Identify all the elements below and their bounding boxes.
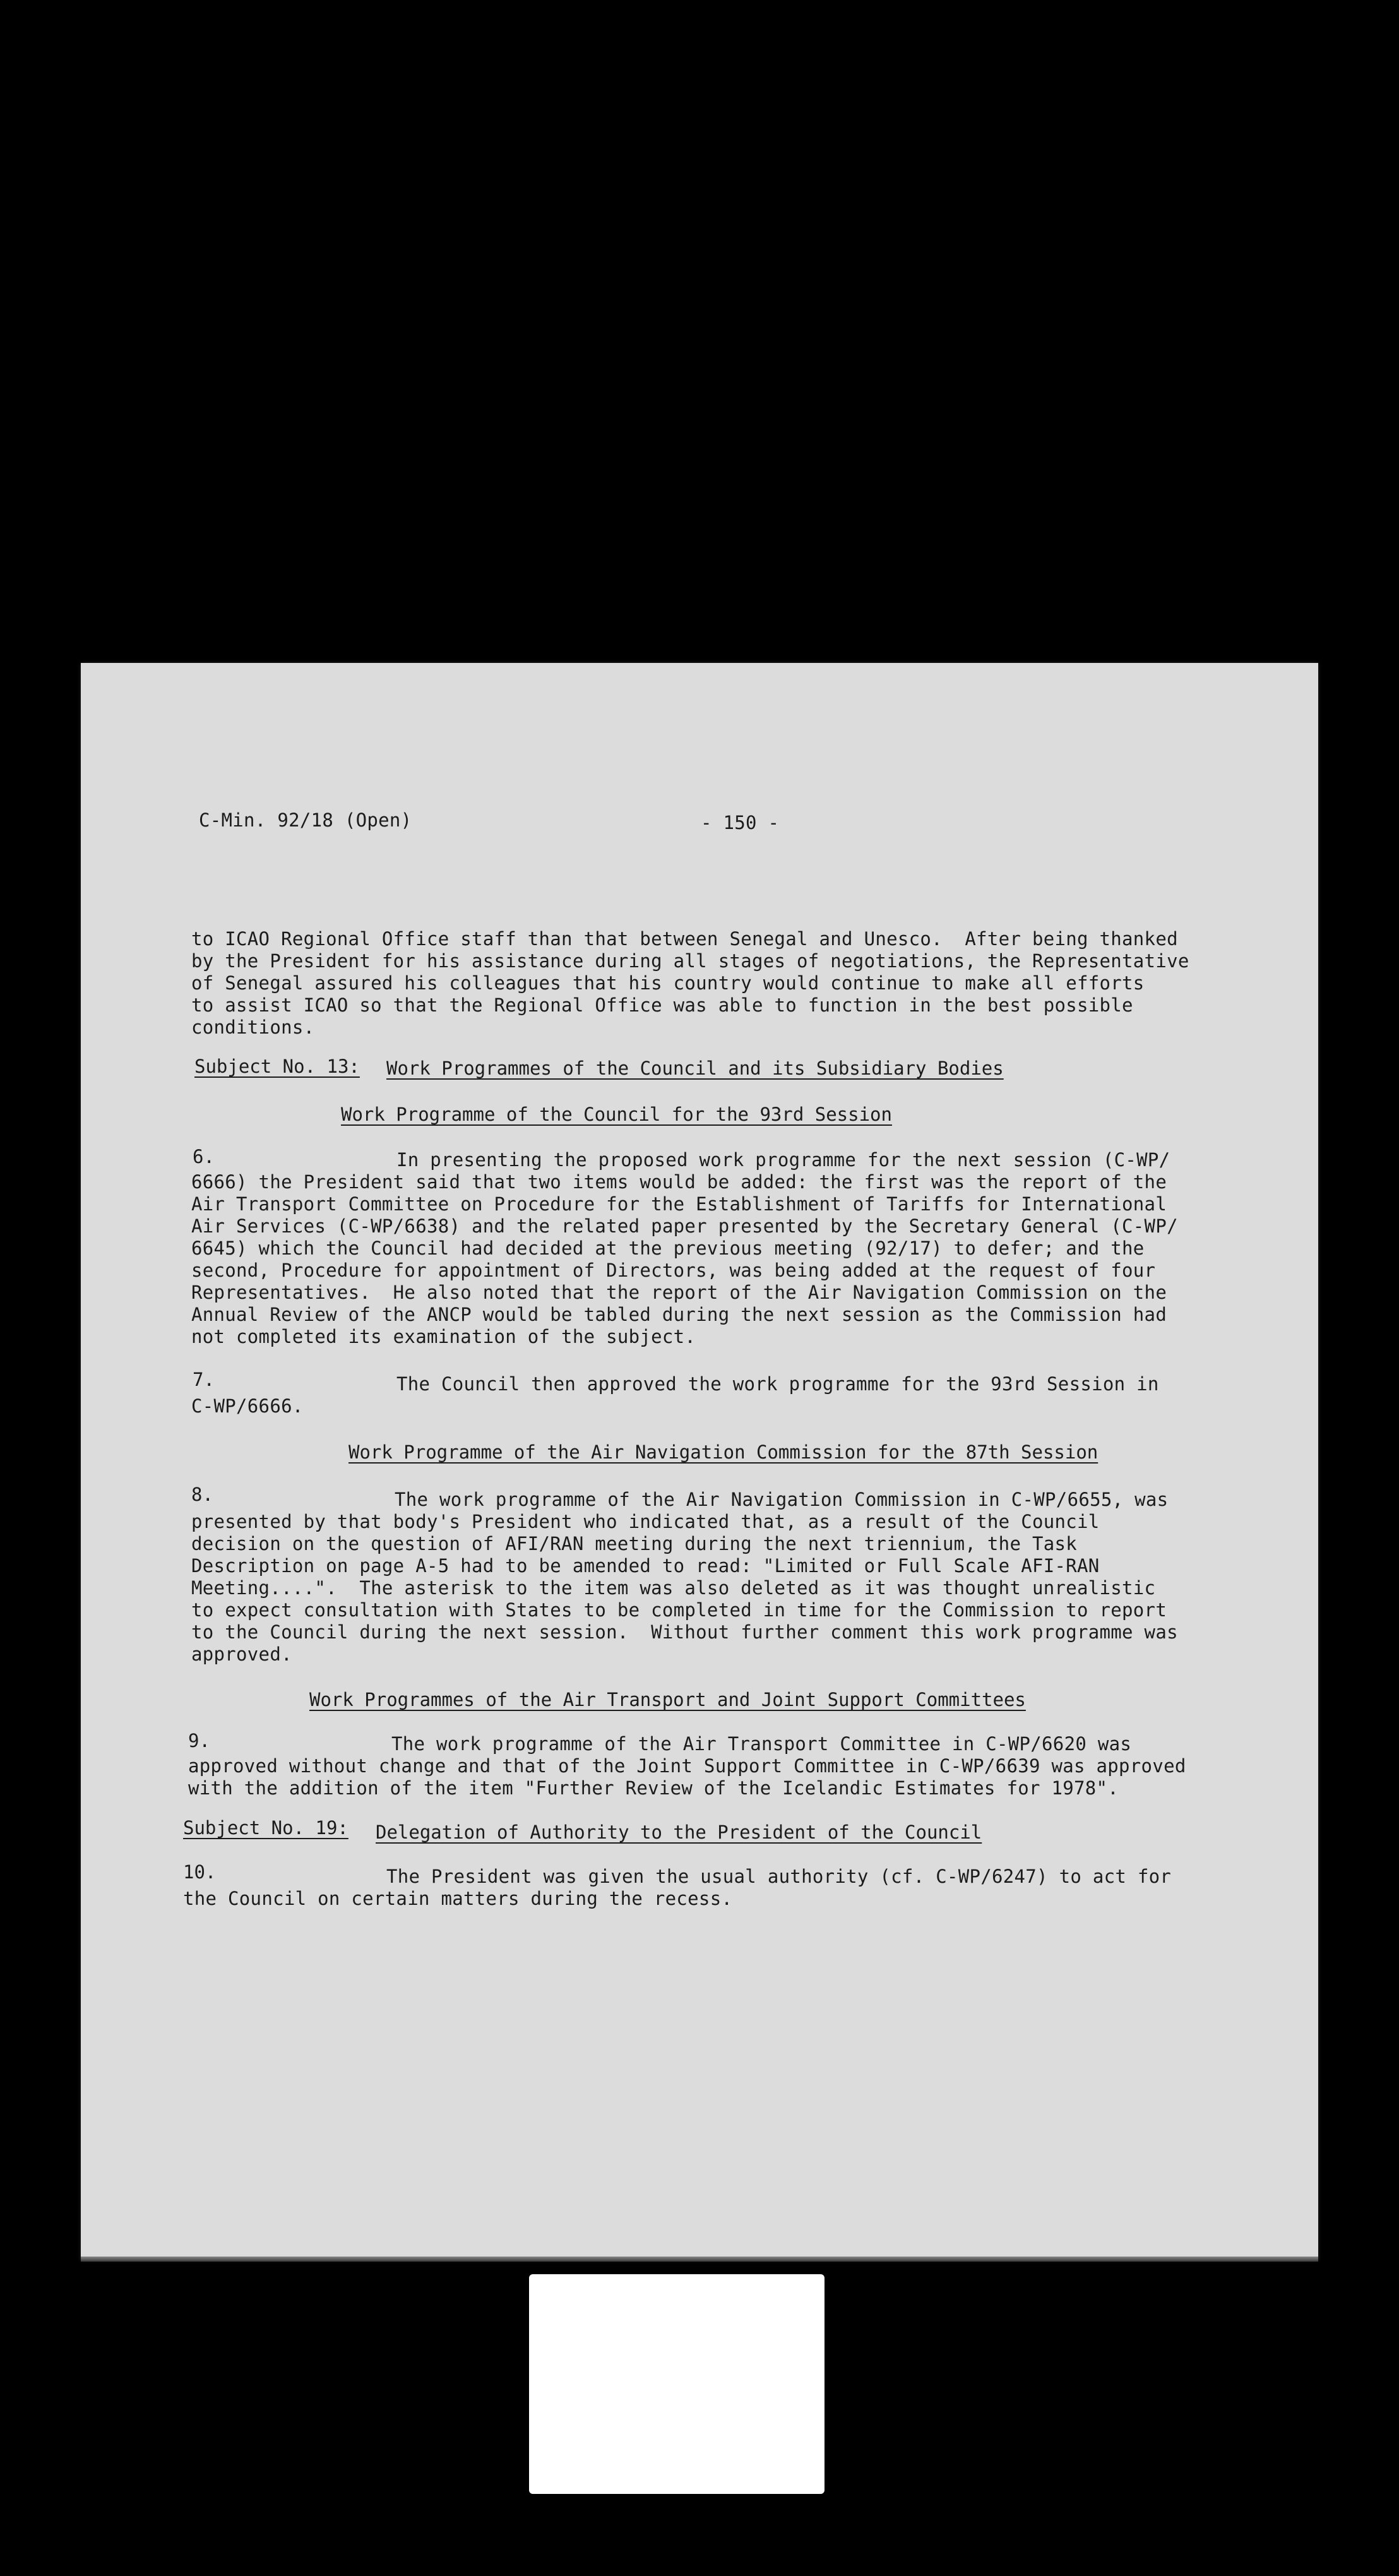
paragraph-8-line: decision on the question of AFI/RAN meeting during the next triennium, the Task [191,1533,1077,1554]
document-reference: C-Min. 92/18 (Open) [199,809,412,831]
paragraph-9-line: The work programme of the Air Transport Committee in C-WP/6620 was [391,1733,1132,1755]
paragraph-7-line: The Council then approved the work programme for the 93rd Session in [396,1373,1159,1395]
blank-card [529,2274,825,2494]
paragraph-8-line: presented by that body's President who indicated that, as a result of the Council [191,1511,1100,1532]
paragraph-7-number: 7. [193,1369,215,1390]
paragraph-6-line: Annual Review of the ANCP would be tabled during the next session as the Commission had [191,1304,1167,1325]
paragraph-6-line: 6645) which the Council had decided at the previous meeting (92/17) to defer; and the [191,1237,1145,1259]
paragraph-8-line: to expect consultation with States to be completed in time for the Commission to report [191,1599,1167,1621]
paragraph-8-line: The work programme of the Air Navigation Commission in C-WP/6655, was [395,1489,1169,1510]
paragraph-8-line: Meeting....". The asterisk to the item was also deleted as it was thought unrealistic [191,1577,1156,1599]
intro-line: to ICAO Regional Office staff than that between Senegal and Unesco. After being thanked [191,928,1178,950]
intro-line: to assist ICAO so that the Regional Office was able to function in the best possible [191,994,1133,1016]
paragraph-10-line: the Council on certain matters during the recess. [183,1888,733,1909]
page-number: - 150 - [701,812,780,833]
intro-line: conditions. [191,1017,315,1038]
paragraph-9-number: 9. [188,1730,210,1751]
paragraph-6-line: In presenting the proposed work programme for the next session (C-WP/ [396,1149,1170,1171]
intro-line: of Senegal assured his colleagues that his country would continue to make all efforts [191,972,1145,994]
subject-19-label: Subject No. 19: [183,1817,348,1839]
paragraph-10-line: The President was given the usual authority (cf. C-WP/6247) to act for [386,1866,1172,1887]
paragraph-6-number: 6. [193,1146,215,1167]
paragraph-6-line: not completed its examination of the subject. [191,1326,696,1347]
atc-jsc-programme-heading: Work Programmes of the Air Transport and Joint Support Committees [309,1689,1026,1710]
subject-13-label: Subject No. 13: [194,1056,360,1077]
paragraph-8-line: to the Council during the next session. Without further comment this work programme was [191,1621,1178,1643]
paragraph-7-line: C-WP/6666. [191,1395,304,1417]
paragraph-6-line: 6666) the President said that two items would be added: the first was the report of the [191,1171,1167,1193]
subject-19-title: Delegation of Authority to the President of the Council [376,1822,982,1843]
paragraph-6-line: second, Procedure for appointment of Directors, was being added at the request of four [191,1260,1156,1281]
paragraph-9-line: approved without change and that of the Joint Support Committee in C-WP/6639 was approved [188,1755,1186,1777]
paragraph-6-line: Air Services (C-WP/6638) and the related paper presented by the Secretary General (C-WP/ [191,1215,1178,1237]
page-bottom-edge [81,2257,1318,2262]
paragraph-8-number: 8. [191,1484,213,1505]
anc-programme-heading: Work Programme of the Air Navigation Commission for the 87th Session [348,1441,1098,1463]
paragraph-10-number: 10. [183,1861,217,1883]
subject-13-title: Work Programmes of the Council and its Subsidiary Bodies [386,1058,1004,1079]
paragraph-8-line: Description on page A-5 had to be amended to read: "Limited or Full Scale AFI-RAN [191,1555,1100,1577]
intro-line: by the President for his assistance during all stages of negotiations, the Representative [191,950,1189,972]
paragraph-8-line: approved. [191,1643,292,1665]
paragraph-6-line: Representatives. He also noted that the report of the Air Navigation Commission on the [191,1282,1167,1303]
paragraph-9-line: with the addition of the item "Further Review of the Icelandic Estimates for 1978". [188,1777,1119,1799]
council-programme-heading: Work Programme of the Council for the 93rd Session [341,1104,892,1125]
paragraph-6-line: Air Transport Committee on Procedure for the Establishment of Tariffs for International [191,1193,1167,1215]
